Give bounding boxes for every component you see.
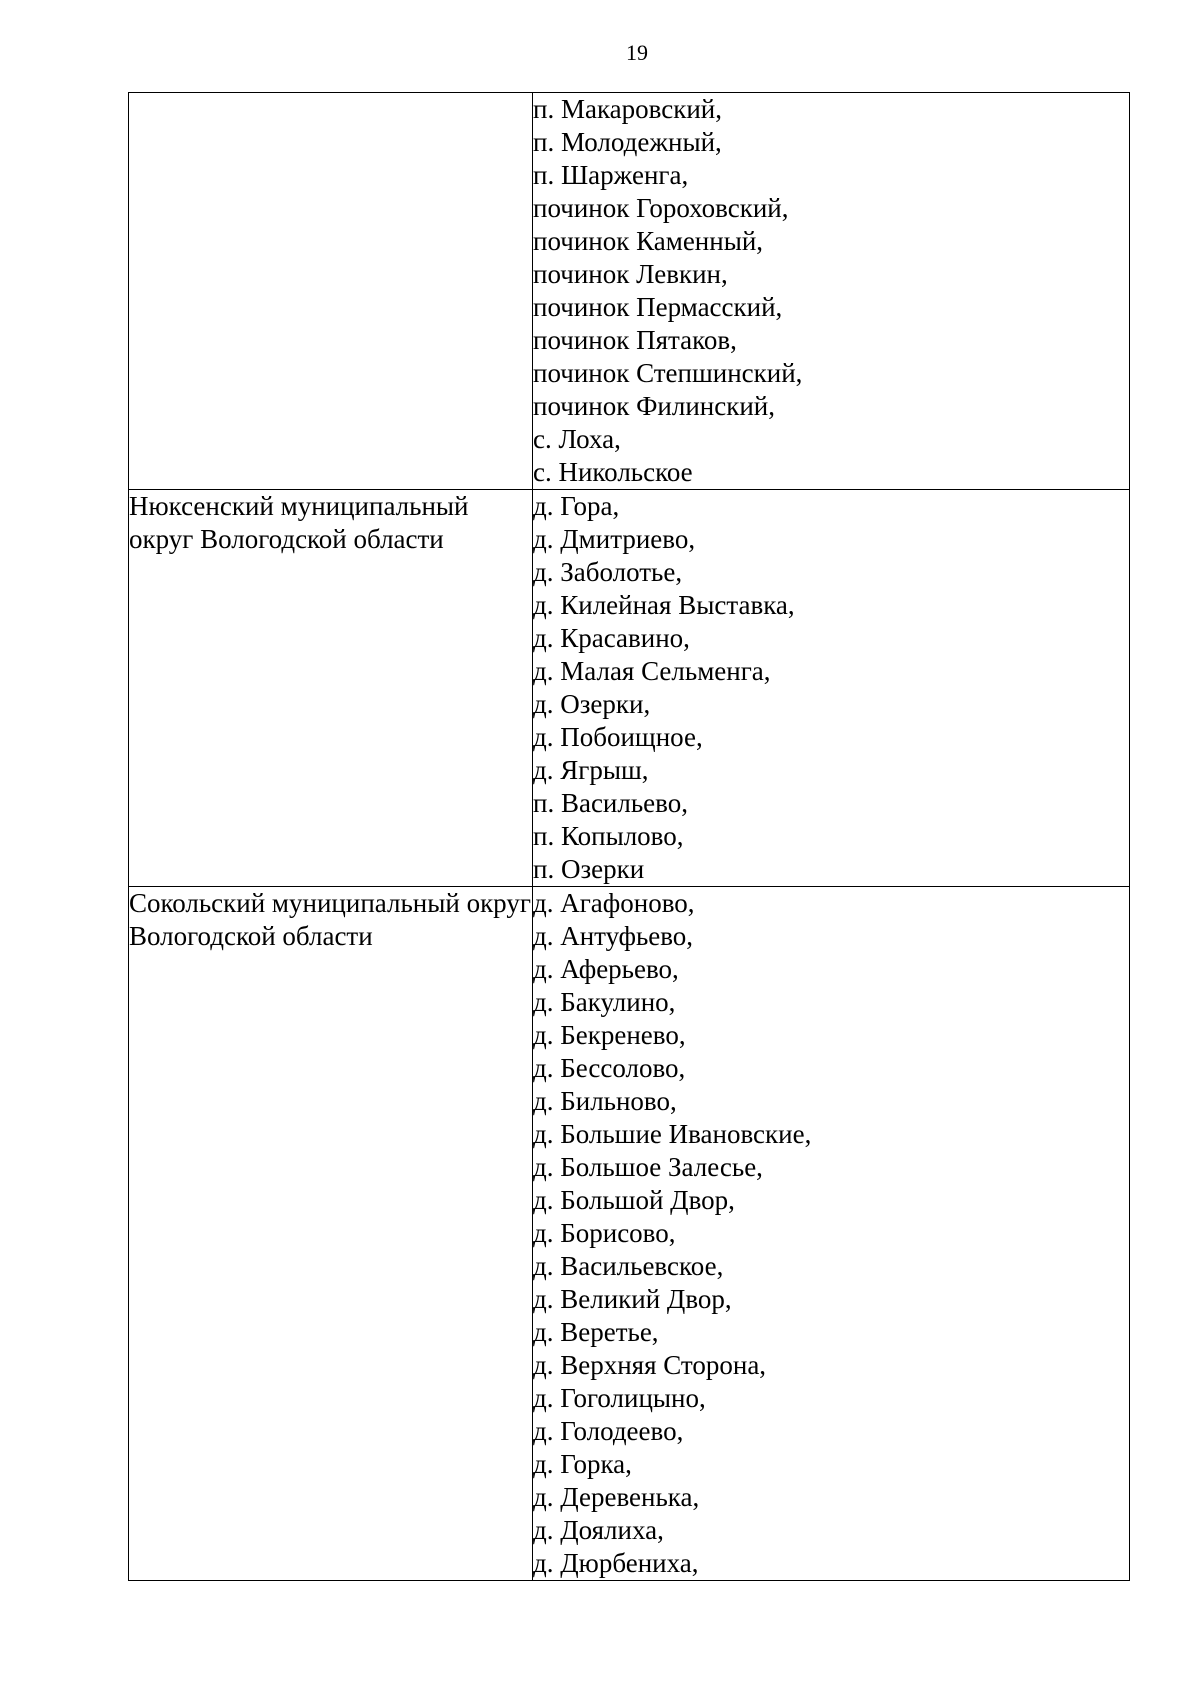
settlement-item: д. Ягрыш, xyxy=(533,755,649,785)
district-cell xyxy=(129,93,533,490)
settlement-item: д. Побоищное, xyxy=(533,722,703,752)
settlement-item: п. Макаровский, xyxy=(533,94,722,124)
settlement-item: д. Большое Залесье, xyxy=(533,1152,763,1182)
settlement-item: д. Аферьево, xyxy=(533,954,679,984)
settlement-item: п. Шарженга, xyxy=(533,160,689,190)
settlement-item: починок Степшинский, xyxy=(533,358,803,388)
settlement-list xyxy=(533,93,1129,489)
settlement-item: д. Антуфьево, xyxy=(533,921,694,951)
district-name: Сокольский муниципальный округ Вологодской области xyxy=(129,888,531,951)
table-row xyxy=(129,490,1130,887)
settlement-item: д. Верхняя Сторона, xyxy=(533,1350,767,1380)
settlement-item: д. Бакулино, xyxy=(533,987,676,1017)
settlement-item: д. Доялиха, xyxy=(533,1515,664,1545)
settlement-item: починок Каменный, xyxy=(533,226,764,256)
settlement-item: д. Озерки, xyxy=(533,689,651,719)
settlements-cell xyxy=(533,93,1130,490)
settlement-item: починок Пятаков, xyxy=(533,325,737,355)
settlement-item: д. Большие Ивановские, xyxy=(533,1119,812,1149)
settlement-item: д. Дюрбениха, xyxy=(533,1548,699,1578)
settlement-item: п. Васильево, xyxy=(533,788,688,818)
settlement-item: д. Малая Сельменга, xyxy=(533,656,771,686)
settlement-item: д. Гора, xyxy=(533,491,620,521)
settlement-item: д. Горка, xyxy=(533,1449,632,1479)
district-name: Нюксенский муниципальный округ Вологодской области xyxy=(129,491,469,554)
settlement-item: починок Левкин, xyxy=(533,259,728,289)
settlement-item: д. Васильевское, xyxy=(533,1251,724,1281)
settlement-item: д. Агафоново, xyxy=(533,888,695,918)
settlement-item: д. Бессолово, xyxy=(533,1053,686,1083)
settlement-item: д. Гоголицыно, xyxy=(533,1383,706,1413)
settlements-cell xyxy=(533,887,1130,1581)
settlement-list xyxy=(533,490,1129,886)
settlement-item: д. Голодеево, xyxy=(533,1416,684,1446)
table-row xyxy=(129,93,1130,490)
table-row xyxy=(129,887,1130,1581)
settlement-item: д. Красавино, xyxy=(533,623,690,653)
page-number: 19 xyxy=(626,40,648,65)
settlement-item: починок Пермасский, xyxy=(533,292,783,322)
settlement-list xyxy=(533,887,1129,1580)
settlement-item: с. Никольское xyxy=(533,457,693,487)
settlement-item: починок Гороховский, xyxy=(533,193,789,223)
settlement-item: д. Борисово, xyxy=(533,1218,676,1248)
settlement-item: п. Молодежный, xyxy=(533,127,722,157)
district-cell xyxy=(129,490,533,887)
settlement-item: д. Дмитриево, xyxy=(533,524,696,554)
table-body xyxy=(129,93,1130,1581)
settlements-table xyxy=(128,92,1130,1581)
settlement-item: д. Великий Двор, xyxy=(533,1284,732,1314)
settlement-item: д. Бильново, xyxy=(533,1086,677,1116)
settlement-item: д. Заболотье, xyxy=(533,557,683,587)
settlement-item: д. Веретье, xyxy=(533,1317,659,1347)
settlement-item: д. Бекренево, xyxy=(533,1020,686,1050)
settlements-cell xyxy=(533,490,1130,887)
settlement-item: с. Лоха, xyxy=(533,424,621,454)
settlement-item: д. Большой Двор, xyxy=(533,1185,735,1215)
district-cell xyxy=(129,887,533,1581)
settlement-item: п. Копылово, xyxy=(533,821,684,851)
settlement-item: д. Килейная Выставка, xyxy=(533,590,795,620)
settlement-item: д. Деревенька, xyxy=(533,1482,700,1512)
settlement-item: п. Озерки xyxy=(533,854,645,884)
settlement-item: починок Филинский, xyxy=(533,391,775,421)
